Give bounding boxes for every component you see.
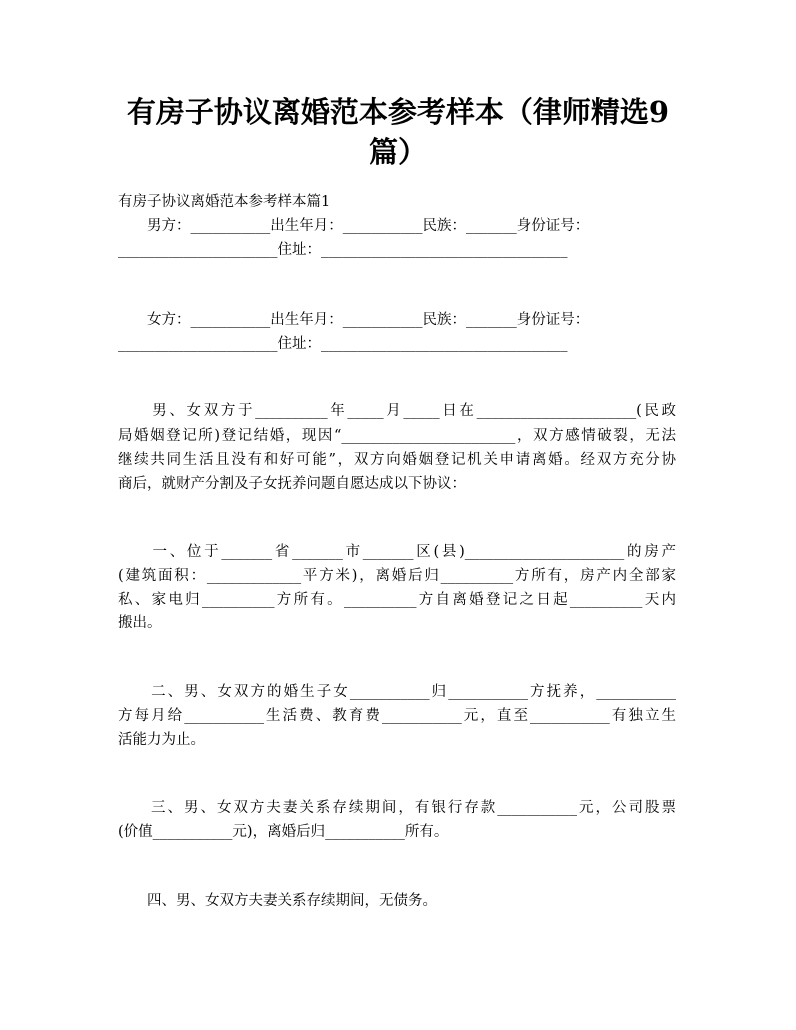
page-title-line-1: 有房子协议离婚范本参考样本（律师精选9 [126, 95, 670, 129]
intro-line-3: 继续共同生活且没有和好可能”，双方向婚姻登记机关申请离婚。经双方充分协 [118, 452, 676, 468]
page-title-line-2: 篇） [368, 135, 427, 169]
female-info-line-2: ______________________住址：__________________________________ [118, 336, 568, 352]
section-heading: 有房子协议离婚范本参考样本篇1 [118, 194, 331, 210]
clause-2-line-3: 活能力为止。 [118, 732, 205, 748]
male-info-line-2: ______________________住址：__________________________________ [118, 242, 568, 258]
clause-1-line-4: 搬出。 [118, 615, 162, 631]
intro-line-2: 局婚姻登记所)登记结婚，现因“________________________，双方感情破裂，无法 [118, 428, 676, 444]
intro-line-4: 商后，就财产分割及子女抚养问题自愿达成以下协议： [118, 476, 466, 492]
intro-line-1: 男、女双方于__________年_____月_____日在______________________(民政 [118, 403, 676, 419]
clause-1-line-2: (建筑面积：_____________平方米)，离婚后归__________方所有，房产内全部家 [118, 568, 676, 584]
clause-3-line-1: 三、男、女双方夫妻关系存续期间，有银行存款___________元，公司股票 [118, 800, 676, 816]
page-title [100, 92, 696, 172]
clause-2-line-1: 二、男、女双方的婚生子女___________归___________方抚养，___________ [118, 684, 676, 700]
clause-3-line-2: (价值___________元)，离婚后归___________所有。 [118, 824, 449, 840]
clause-4-line-1: 四、男、女双方夫妻关系存续期间，无债务。 [118, 893, 437, 909]
clause-2-line-2: 方每月给___________生活费、教育费___________元，直至___________有独立生 [118, 708, 676, 724]
clause-1-line-1: 一、位于_______省_______市_______区(县)______________________的房产 [118, 544, 676, 560]
clause-1-line-3: 私、家电归__________方所有。__________方自离婚登记之日起__________天内 [118, 592, 676, 608]
female-info-line-1: 女方：___________出生年月：___________民族：_______身份证号： [118, 312, 590, 328]
male-info-line-1: 男方：___________出生年月：___________民族：_______身份证号： [118, 218, 590, 234]
